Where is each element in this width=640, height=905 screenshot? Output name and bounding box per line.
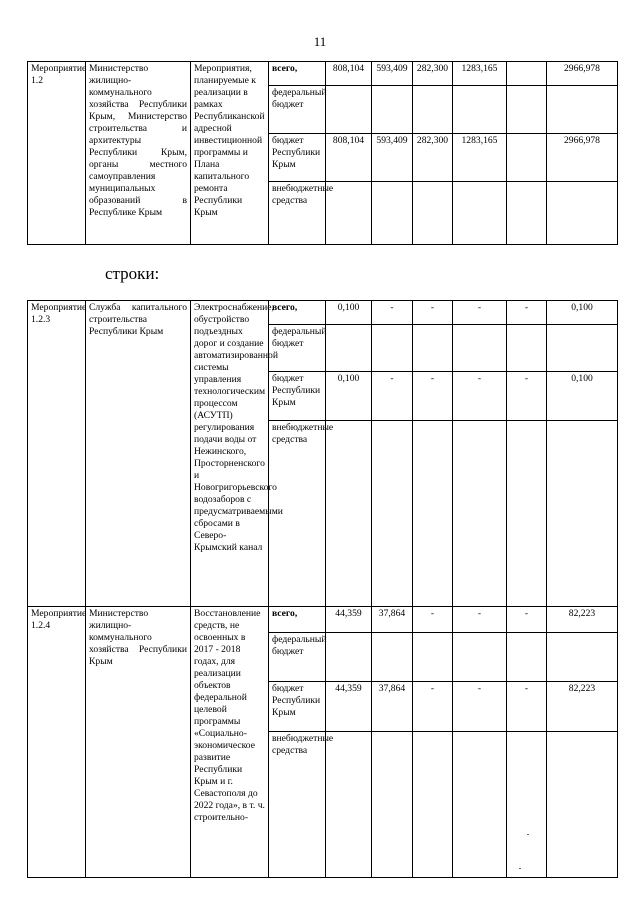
value-cell: 593,409 <box>372 62 413 86</box>
measure-cell: Мероприятие 1.2.4 <box>28 607 86 878</box>
value-cell: - <box>453 372 507 421</box>
value-cell <box>413 86 453 134</box>
value-cell <box>326 86 372 134</box>
scan-speck <box>519 868 521 869</box>
row-label-federal: федеральный бюджет <box>269 633 326 682</box>
row-label-total: всего, <box>269 62 326 86</box>
value-cell <box>507 134 547 182</box>
value-cell: - <box>372 372 413 421</box>
row-label-regional: бюджет Республики Крым <box>269 134 326 182</box>
table-measure-1-2-3 <box>27 300 618 607</box>
value-cell <box>547 325 618 372</box>
row-label-extrabudget: внебюджетные средства <box>269 732 326 878</box>
value-cell <box>372 182 413 245</box>
value-cell: - <box>507 301 547 325</box>
row-label-federal: федеральный бюджет <box>269 86 326 134</box>
value-cell <box>372 732 413 878</box>
value-cell: 0,100 <box>547 372 618 421</box>
value-cell <box>453 421 507 607</box>
value-cell: 0,100 <box>326 301 372 325</box>
value-cell <box>413 421 453 607</box>
value-cell <box>547 182 618 245</box>
value-cell: 808,104 <box>326 62 372 86</box>
value-cell: 2966,978 <box>547 134 618 182</box>
value-cell: 1283,165 <box>453 134 507 182</box>
value-cell <box>413 182 453 245</box>
row-label-total: всего, <box>269 301 326 325</box>
value-cell: 593,409 <box>372 134 413 182</box>
value-cell: 82,223 <box>547 607 618 633</box>
page-number: 11 <box>313 34 327 49</box>
row-label-total: всего, <box>269 607 326 633</box>
value-cell: 2966,978 <box>547 62 618 86</box>
description-cell: Электроснабжение, обустройство подъездных дорог и создание автоматизированной системы управления технологическим процессом (АСУТП) регулирования подачи воды от Нежинского, Просторненского и Новогригорьевского водозаборов с предусматриваемыми сбросами в Северо-Крымский канал <box>191 301 269 607</box>
value-cell: 1283,165 <box>453 62 507 86</box>
scan-speck <box>527 834 529 835</box>
value-cell <box>507 182 547 245</box>
value-cell: 37,864 <box>372 682 413 732</box>
value-cell <box>547 86 618 134</box>
value-cell <box>413 633 453 682</box>
value-cell <box>507 633 547 682</box>
value-cell <box>547 633 618 682</box>
value-cell <box>326 421 372 607</box>
value-cell: - <box>507 372 547 421</box>
value-cell: 0,100 <box>547 301 618 325</box>
measure-cell: Мероприятие 1.2.3 <box>28 301 86 607</box>
value-cell <box>453 633 507 682</box>
value-cell <box>326 633 372 682</box>
executor-cell: Служба капитального строительства Республики Крым <box>86 301 191 607</box>
row-label-federal: федеральный бюджет <box>269 325 326 372</box>
value-cell: 44,359 <box>326 607 372 633</box>
value-cell <box>507 325 547 372</box>
value-cell <box>507 421 547 607</box>
value-cell <box>453 182 507 245</box>
value-cell <box>507 732 547 878</box>
measure-cell: Мероприятие 1.2 <box>28 62 86 245</box>
value-cell <box>547 421 618 607</box>
value-cell <box>413 732 453 878</box>
value-cell: - <box>453 682 507 732</box>
value-cell <box>326 732 372 878</box>
value-cell <box>453 86 507 134</box>
row-label-extrabudget: внебюджетные средства <box>269 421 326 607</box>
value-cell <box>326 325 372 372</box>
value-cell: - <box>507 682 547 732</box>
value-cell <box>372 421 413 607</box>
executor-cell: Министерство жилищно-коммунального хозяйства Республики Крым <box>86 607 191 878</box>
description-cell: Мероприятия, планируемые к реализации в рамках Республиканской адресной инвестиционной программы и Плана капитального ремонта Республики Крым <box>191 62 269 245</box>
value-cell: 282,300 <box>413 62 453 86</box>
value-cell <box>507 86 547 134</box>
section-label: строки: <box>105 264 160 283</box>
value-cell: - <box>453 301 507 325</box>
value-cell <box>507 62 547 86</box>
value-cell <box>372 86 413 134</box>
value-cell: - <box>413 372 453 421</box>
value-cell <box>372 325 413 372</box>
executor-cell: Министерство жилищно-коммунального хозяйства Республики Крым, Министерство строительства и архитектуры Республики Крым, органы местного самоуправления муниципальных образований в Республике Крым <box>86 62 191 245</box>
value-cell: 282,300 <box>413 134 453 182</box>
value-cell: - <box>413 607 453 633</box>
description-cell: Восстановление средств, не освоенных в 2017 - 2018 годах, для реализации объектов федеральной целевой программы «Социально-экономическое развитие Республики Крым и г. Севастополя до 2022 года», в т. ч. строительно- <box>191 607 269 878</box>
value-cell <box>413 325 453 372</box>
row-label-regional: бюджет Республики Крым <box>269 372 326 421</box>
value-cell: 82,223 <box>547 682 618 732</box>
value-cell <box>372 633 413 682</box>
table-measure-1-2-4 <box>27 606 618 878</box>
value-cell: - <box>453 607 507 633</box>
value-cell: 44,359 <box>326 682 372 732</box>
row-label-regional: бюджет Республики Крым <box>269 682 326 732</box>
value-cell: - <box>413 682 453 732</box>
value-cell <box>453 732 507 878</box>
value-cell: - <box>372 301 413 325</box>
row-label-extrabudget: внебюджетные средства <box>269 182 326 245</box>
value-cell: 37,864 <box>372 607 413 633</box>
value-cell: 808,104 <box>326 134 372 182</box>
value-cell <box>453 325 507 372</box>
value-cell <box>547 732 618 878</box>
value-cell: - <box>413 301 453 325</box>
value-cell: 0,100 <box>326 372 372 421</box>
value-cell: - <box>507 607 547 633</box>
table-measure-1-2 <box>27 61 618 245</box>
